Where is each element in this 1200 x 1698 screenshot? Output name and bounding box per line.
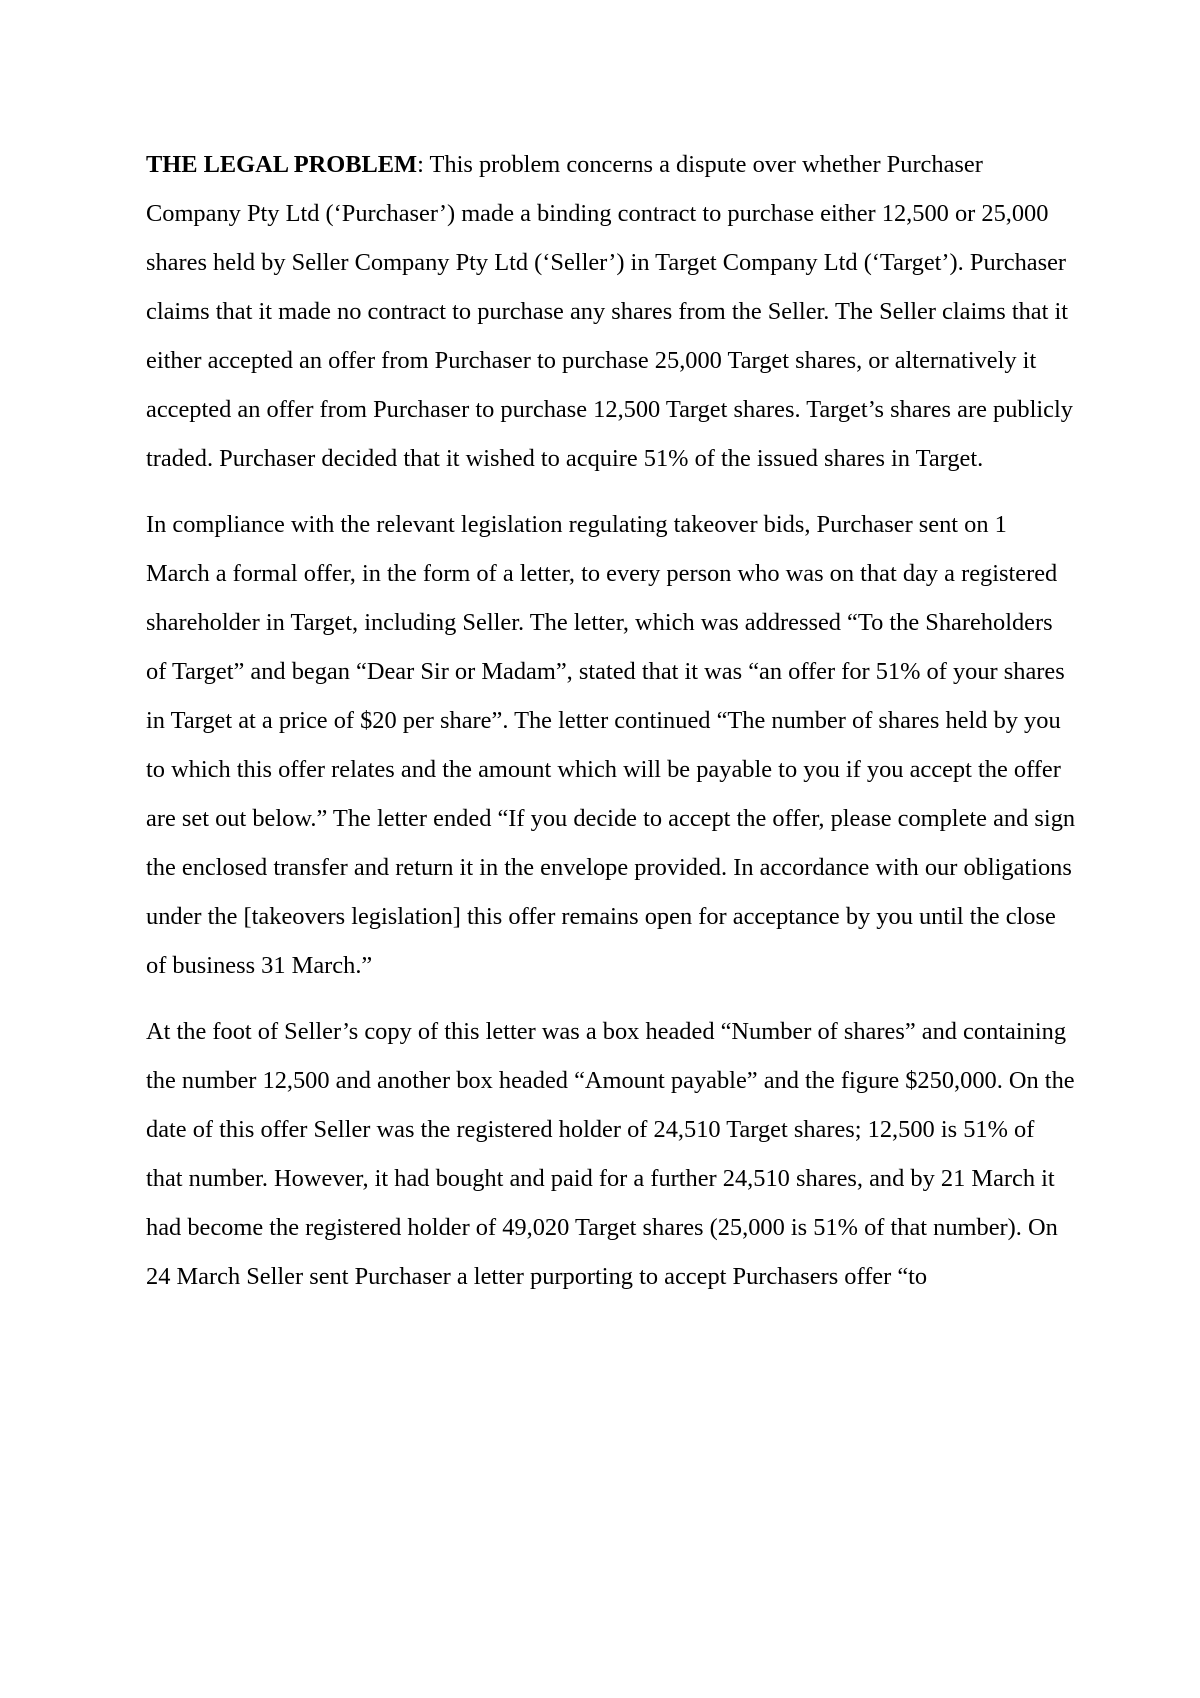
paragraph-text: In compliance with the relevant legislation regulating takeover bids, Purchaser sent on 1 March a formal offer, in the form of a letter, to every person who was on that day a registered shareholder in Target, including Seller. The letter, which was addressed “To the Shareholders of Target” and began “Dear Sir or Madam”, stated that it was “an offer for 51% of your shares in Target at a price of $20 per share”. The letter continued “The number of shares held by you to which this offer relates and the amount which will be payable to you if you accept the offer are set out below.” The letter ended “If you decide to accept the offer, please complete and sign the enclosed transfer and return it in the envelope provided. In accordance with our obligations under the [takeovers legislation] this offer remains open for acceptance by you until the close of business 31 March.” [146, 511, 1076, 979]
paragraph-legal-problem [146, 140, 1076, 483]
paragraph-lead-heading: THE LEGAL PROBLEM [146, 151, 418, 178]
paragraph-formal-offer [146, 500, 1076, 990]
paragraph-seller-copy [146, 1007, 1076, 1301]
document-page [146, 140, 1076, 1318]
paragraph-text: : This problem concerns a dispute over whether Purchaser Company Pty Ltd (‘Purchaser’) made a binding contract to purchase either 12,500 or 25,000 shares held by Seller Company Pty Ltd (‘Seller’) in Target Company Ltd (‘Target’). Purchaser claims that it made no contract to purchase any shares from the Seller. The Seller claims that it either accepted an offer from Purchaser to purchase 25,000 Target shares, or alternatively it accepted an offer from Purchaser to purchase 12,500 Target shares. Target’s shares are publicly traded. Purchaser decided that it wished to acquire 51% of the issued shares in Target. [146, 151, 1073, 472]
paragraph-text: At the foot of Seller’s copy of this letter was a box headed “Number of shares” and containing the number 12,500 and another box headed “Amount payable” and the figure $250,000. On the date of this offer Seller was the registered holder of 24,510 Target shares; 12,500 is 51% of that number. However, it had bought and paid for a further 24,510 shares, and by 21 March it had become the registered holder of 49,020 Target shares (25,000 is 51% of that number). On 24 March Seller sent Purchaser a letter purporting to accept Purchasers offer “to [146, 1018, 1075, 1290]
